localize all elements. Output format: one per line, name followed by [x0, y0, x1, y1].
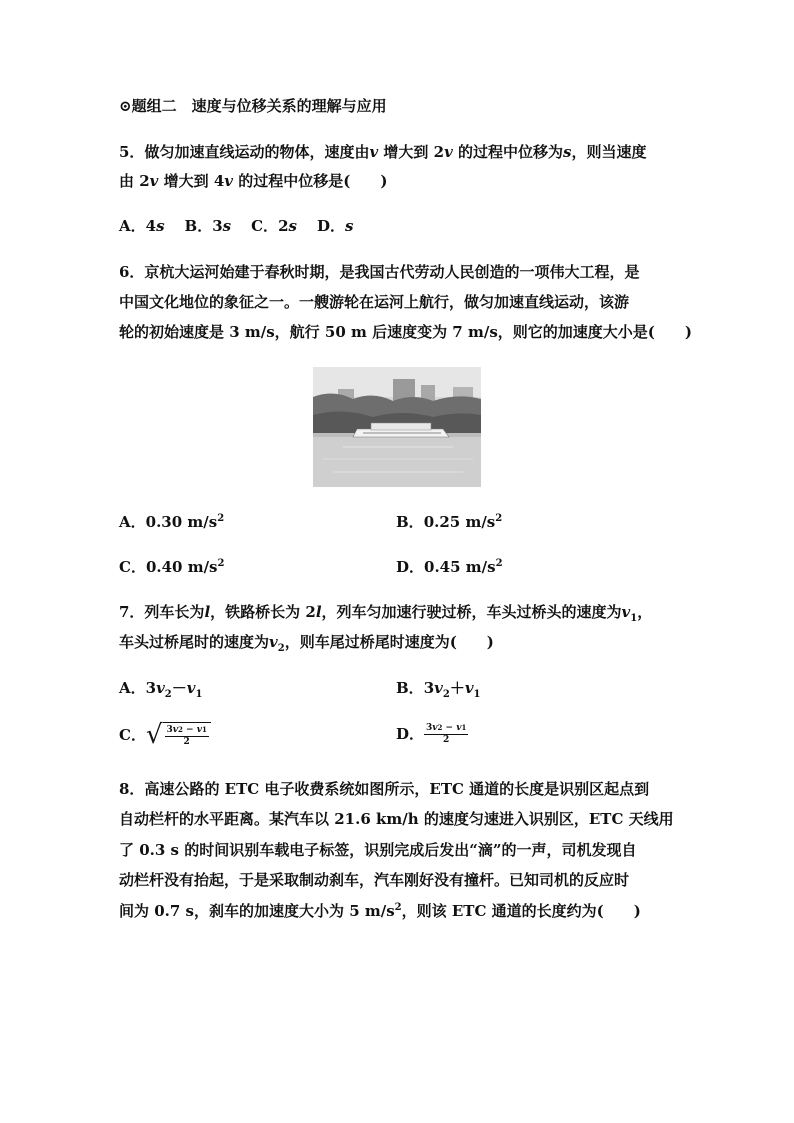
- fraction: $\frac{3v2 - v1}{2}$: [426, 723, 467, 745]
- var-v: v: [224, 172, 233, 190]
- question-number: 5．: [119, 143, 145, 161]
- question-6-line-2: 中国文化地位的象征之一。一艘游轮在运河上航行，做匀加速直线运动，该游: [119, 293, 630, 311]
- question-5-line-1: [119, 142, 646, 162]
- q6-option-a[interactable]: A．0.30 $m/s^2$: [119, 513, 225, 531]
- q6-option-c[interactable]: C．0.40 $m/s^2$: [119, 558, 225, 576]
- text: 增大到 4: [158, 172, 225, 190]
- question-6-line-3: 轮的初始速度是 3 m/s，航行 50 m 后速度变为 7 m/s，则它的加速度大小是( ): [119, 323, 692, 341]
- var-v: v: [369, 143, 379, 161]
- question-5-line-2: [119, 171, 387, 191]
- text: ，则当速度: [571, 143, 647, 161]
- question-8-line-2: 自动栏杆的水平距离。某汽车以 21.6 km/h 的速度匀速进入识别区，ETC 天线用: [119, 810, 674, 828]
- text: 增大到 2: [378, 143, 445, 161]
- text: 做匀加速直线运动的物体，速度由: [144, 143, 370, 161]
- q7-option-c[interactable]: C． √ $\frac{3v2 - v1}{2}$: [119, 722, 211, 748]
- option-d[interactable]: D．s: [316, 217, 354, 235]
- var-v: v: [149, 172, 159, 190]
- section-heading: [119, 96, 387, 116]
- q7-option-b[interactable]: B．$3v_2+v_1$: [396, 679, 481, 700]
- var-s: s: [563, 143, 572, 161]
- question-8-line-4: 动栏杆没有抬起，于是采取制动刹车，汽车刚好没有撞杆。已知司机的反应时: [119, 871, 630, 889]
- canal-boat-photo: [313, 367, 481, 487]
- q6-option-b[interactable]: B．0.25 $m/s^2$: [396, 513, 503, 531]
- target-icon: ⊙: [119, 97, 132, 115]
- square-root: √ $\frac{3v2 - v1}{2}$: [146, 722, 211, 748]
- option-a[interactable]: A．4s: [119, 217, 165, 235]
- question-8-line-1: 8．高速公路的 ETC 电子收费系统如图所示，ETC 通道的长度是识别区起点到: [119, 780, 650, 798]
- text: 的过程中位移为: [452, 143, 564, 161]
- question-8-line-5: 间为 0.7 s，刹车的加速度大小为 5 $m/s^2$，则该 ETC 通道的长度约为( ): [119, 902, 641, 920]
- question-6-line-1: 6．京杭大运河始建于春秋时期，是我国古代劳动人民创造的一项伟大工程，是: [119, 263, 640, 281]
- question-8-line-3: 了 0.3 s 的时间识别车载电子标签，识别完成后发出“滴”的一声，司机发现自: [119, 841, 637, 859]
- q6-option-d[interactable]: D．0.45 $m/s^2$: [396, 558, 503, 576]
- question-5-options: [119, 216, 353, 236]
- q7-option-a[interactable]: A．$3v_2-v_1$: [119, 679, 203, 700]
- option-b[interactable]: B．3s: [184, 217, 232, 235]
- var-v: v: [444, 143, 453, 161]
- question-7-line-1: 7．列车长为l，铁路桥长为 2l，列车匀加速行驶过桥，车头过桥头的速度为$v_1$，: [119, 603, 653, 624]
- section-title: 题组二 速度与位移关系的理解与应用: [131, 97, 387, 115]
- question-7-line-2: 车头过桥尾时的速度为$v_2$，则车尾过桥尾时速度为( ): [119, 633, 494, 654]
- text: 的过程中位移是( ): [233, 172, 388, 190]
- q7-option-d[interactable]: D． $\frac{3v2 - v1}{2}$: [396, 723, 467, 745]
- text: 由 2: [119, 172, 150, 190]
- option-c[interactable]: C．2s: [251, 217, 297, 235]
